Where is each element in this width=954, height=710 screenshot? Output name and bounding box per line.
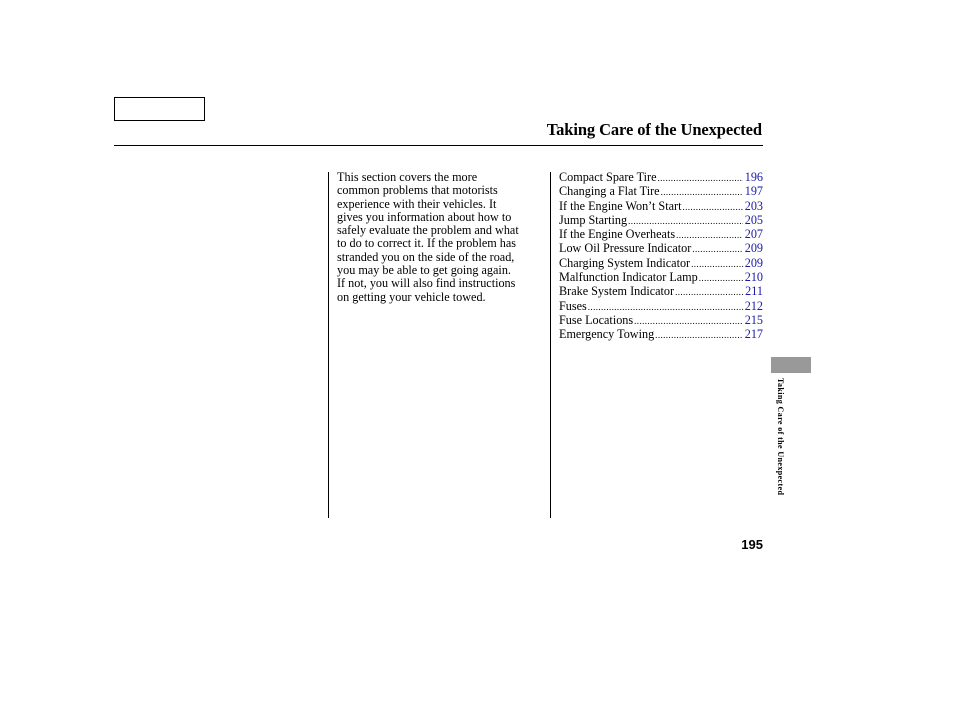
toc-item-engine-wont-start[interactable] bbox=[559, 200, 763, 214]
title-divider bbox=[114, 145, 763, 146]
main-menu-button[interactable] bbox=[114, 97, 205, 121]
toc-item-label: If the Engine Overheats bbox=[559, 227, 676, 242]
page-number: 195 bbox=[741, 537, 763, 552]
intro-line: If not, you will also find instructions bbox=[337, 276, 516, 291]
toc-dot-leader bbox=[661, 186, 743, 199]
toc-item-changing-flat-tire[interactable] bbox=[559, 185, 763, 199]
intro-line: on getting your vehicle towed. bbox=[337, 289, 486, 304]
toc-page-link[interactable]: 209 bbox=[744, 255, 763, 270]
toc-page-link[interactable]: 215 bbox=[744, 312, 763, 327]
toc-page-link[interactable]: 203 bbox=[744, 198, 763, 213]
toc-page-link[interactable]: 210 bbox=[744, 270, 763, 285]
toc-item-label: Malfunction Indicator Lamp bbox=[559, 270, 698, 285]
section-tab-label: Taking Care of the Unexpected bbox=[776, 378, 785, 496]
toc-item-label: Brake System Indicator bbox=[559, 284, 675, 299]
toc-dot-leader bbox=[658, 172, 743, 185]
toc-item-compact-spare-tire[interactable] bbox=[559, 171, 763, 185]
toc-item-emergency-towing[interactable] bbox=[559, 328, 763, 342]
column-divider-middle bbox=[550, 172, 551, 518]
toc-dot-leader bbox=[675, 286, 743, 299]
toc-dot-leader bbox=[655, 329, 743, 342]
toc-dot-leader bbox=[692, 243, 742, 256]
toc-item-malfunction-lamp[interactable] bbox=[559, 271, 763, 285]
toc-item-label: Compact Spare Tire bbox=[559, 170, 657, 184]
toc-item-label: Changing a Flat Tire bbox=[559, 184, 660, 199]
toc-item-label: Emergency Towing bbox=[559, 327, 655, 342]
intro-line: safely evaluate the problem and what bbox=[337, 223, 519, 238]
toc-item-fuse-locations[interactable] bbox=[559, 314, 763, 328]
toc-dot-leader bbox=[628, 215, 743, 228]
section-intro bbox=[337, 171, 545, 304]
toc-page-link[interactable]: 196 bbox=[744, 170, 763, 184]
toc-item-label: If the Engine Won’t Start bbox=[559, 198, 682, 213]
toc-dot-leader bbox=[588, 301, 743, 314]
toc-page-link[interactable]: 205 bbox=[744, 212, 763, 227]
toc-dot-leader bbox=[682, 201, 742, 214]
toc-item-label: Fuses bbox=[559, 298, 587, 313]
toc-item-low-oil-pressure[interactable] bbox=[559, 242, 763, 256]
toc-page-link[interactable]: 209 bbox=[744, 241, 763, 256]
toc-item-jump-starting[interactable] bbox=[559, 214, 763, 228]
toc-dot-leader bbox=[699, 272, 743, 285]
toc-item-charging-system[interactable] bbox=[559, 257, 763, 271]
intro-line: stranded you on the side of the road, bbox=[337, 249, 515, 264]
toc-item-label: Fuse Locations bbox=[559, 312, 634, 327]
toc-dot-leader bbox=[691, 258, 743, 271]
table-of-contents bbox=[559, 171, 763, 343]
intro-line: common problems that motorists bbox=[337, 183, 498, 198]
intro-line: This section covers the more bbox=[337, 170, 478, 184]
toc-page-link[interactable]: 207 bbox=[744, 227, 763, 242]
toc-dot-leader bbox=[634, 315, 743, 328]
toc-page-link[interactable]: 212 bbox=[744, 298, 763, 313]
column-divider-left bbox=[328, 172, 329, 518]
intro-line: you may be able to get going again. bbox=[337, 263, 511, 278]
toc-item-engine-overheats[interactable] bbox=[559, 228, 763, 242]
intro-line: to do to correct it. If the problem has bbox=[337, 236, 517, 251]
toc-item-label: Charging System Indicator bbox=[559, 255, 691, 270]
toc-dot-leader bbox=[676, 229, 743, 242]
toc-page-link[interactable]: 197 bbox=[744, 184, 763, 199]
section-tab[interactable] bbox=[771, 357, 811, 373]
toc-item-brake-system[interactable] bbox=[559, 285, 763, 299]
page-title: Taking Care of the Unexpected bbox=[546, 120, 762, 139]
toc-page-link[interactable]: 217 bbox=[744, 327, 763, 342]
toc-item-label: Jump Starting bbox=[559, 212, 628, 227]
intro-line: experience with their vehicles. It bbox=[337, 196, 497, 211]
toc-item-fuses[interactable] bbox=[559, 300, 763, 314]
intro-line: gives you information about how to bbox=[337, 209, 512, 224]
toc-page-link[interactable]: 211 bbox=[745, 284, 763, 299]
toc-item-label: Low Oil Pressure Indicator bbox=[559, 241, 692, 256]
